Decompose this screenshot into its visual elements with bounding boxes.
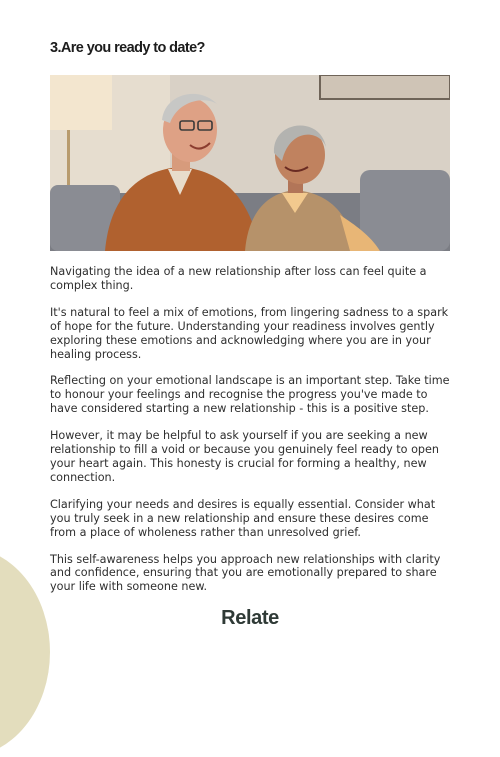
- relate-logo: Relate: [221, 607, 279, 629]
- paragraph-5: Clarifying your needs and desires is equally essential. Consider what you truly seek in a new relationship and ensure these desires come from a place of wholeness rather than unresolved grief.: [50, 497, 436, 539]
- article-body: [50, 265, 455, 607]
- paragraph-3: Reflecting on your emotional landscape is an important step. Take time to honour your feelings and recognise the progress you've made to have considered starting a new relationship - this is a positive step.: [50, 374, 450, 416]
- paragraph-2: It's natural to feel a mix of emotions, from lingering sadness to a spark of hope for the future. Understanding your readiness involves gently exploring these emotions and acknowledging where you are in your healing process.: [50, 305, 449, 361]
- section-heading: 3.Are you ready to date?: [50, 40, 205, 56]
- paragraph-6: This self-awareness helps you approach new relationships with clarity and confidence, ensuring that you are emotionally prepared to share your life with someone new.: [50, 552, 441, 594]
- decorative-corner-shape: [0, 547, 50, 757]
- paragraph-1: Navigating the idea of a new relationship after loss can feel quite a complex thing.: [50, 265, 427, 292]
- paragraph-4: However, it may be helpful to ask yourself if you are seeking a new relationship to fill a void or because you genuinely feel ready to open your heart again. This honesty is crucial for forming a healthy, new connection.: [50, 429, 440, 484]
- couple-photo: [50, 75, 450, 251]
